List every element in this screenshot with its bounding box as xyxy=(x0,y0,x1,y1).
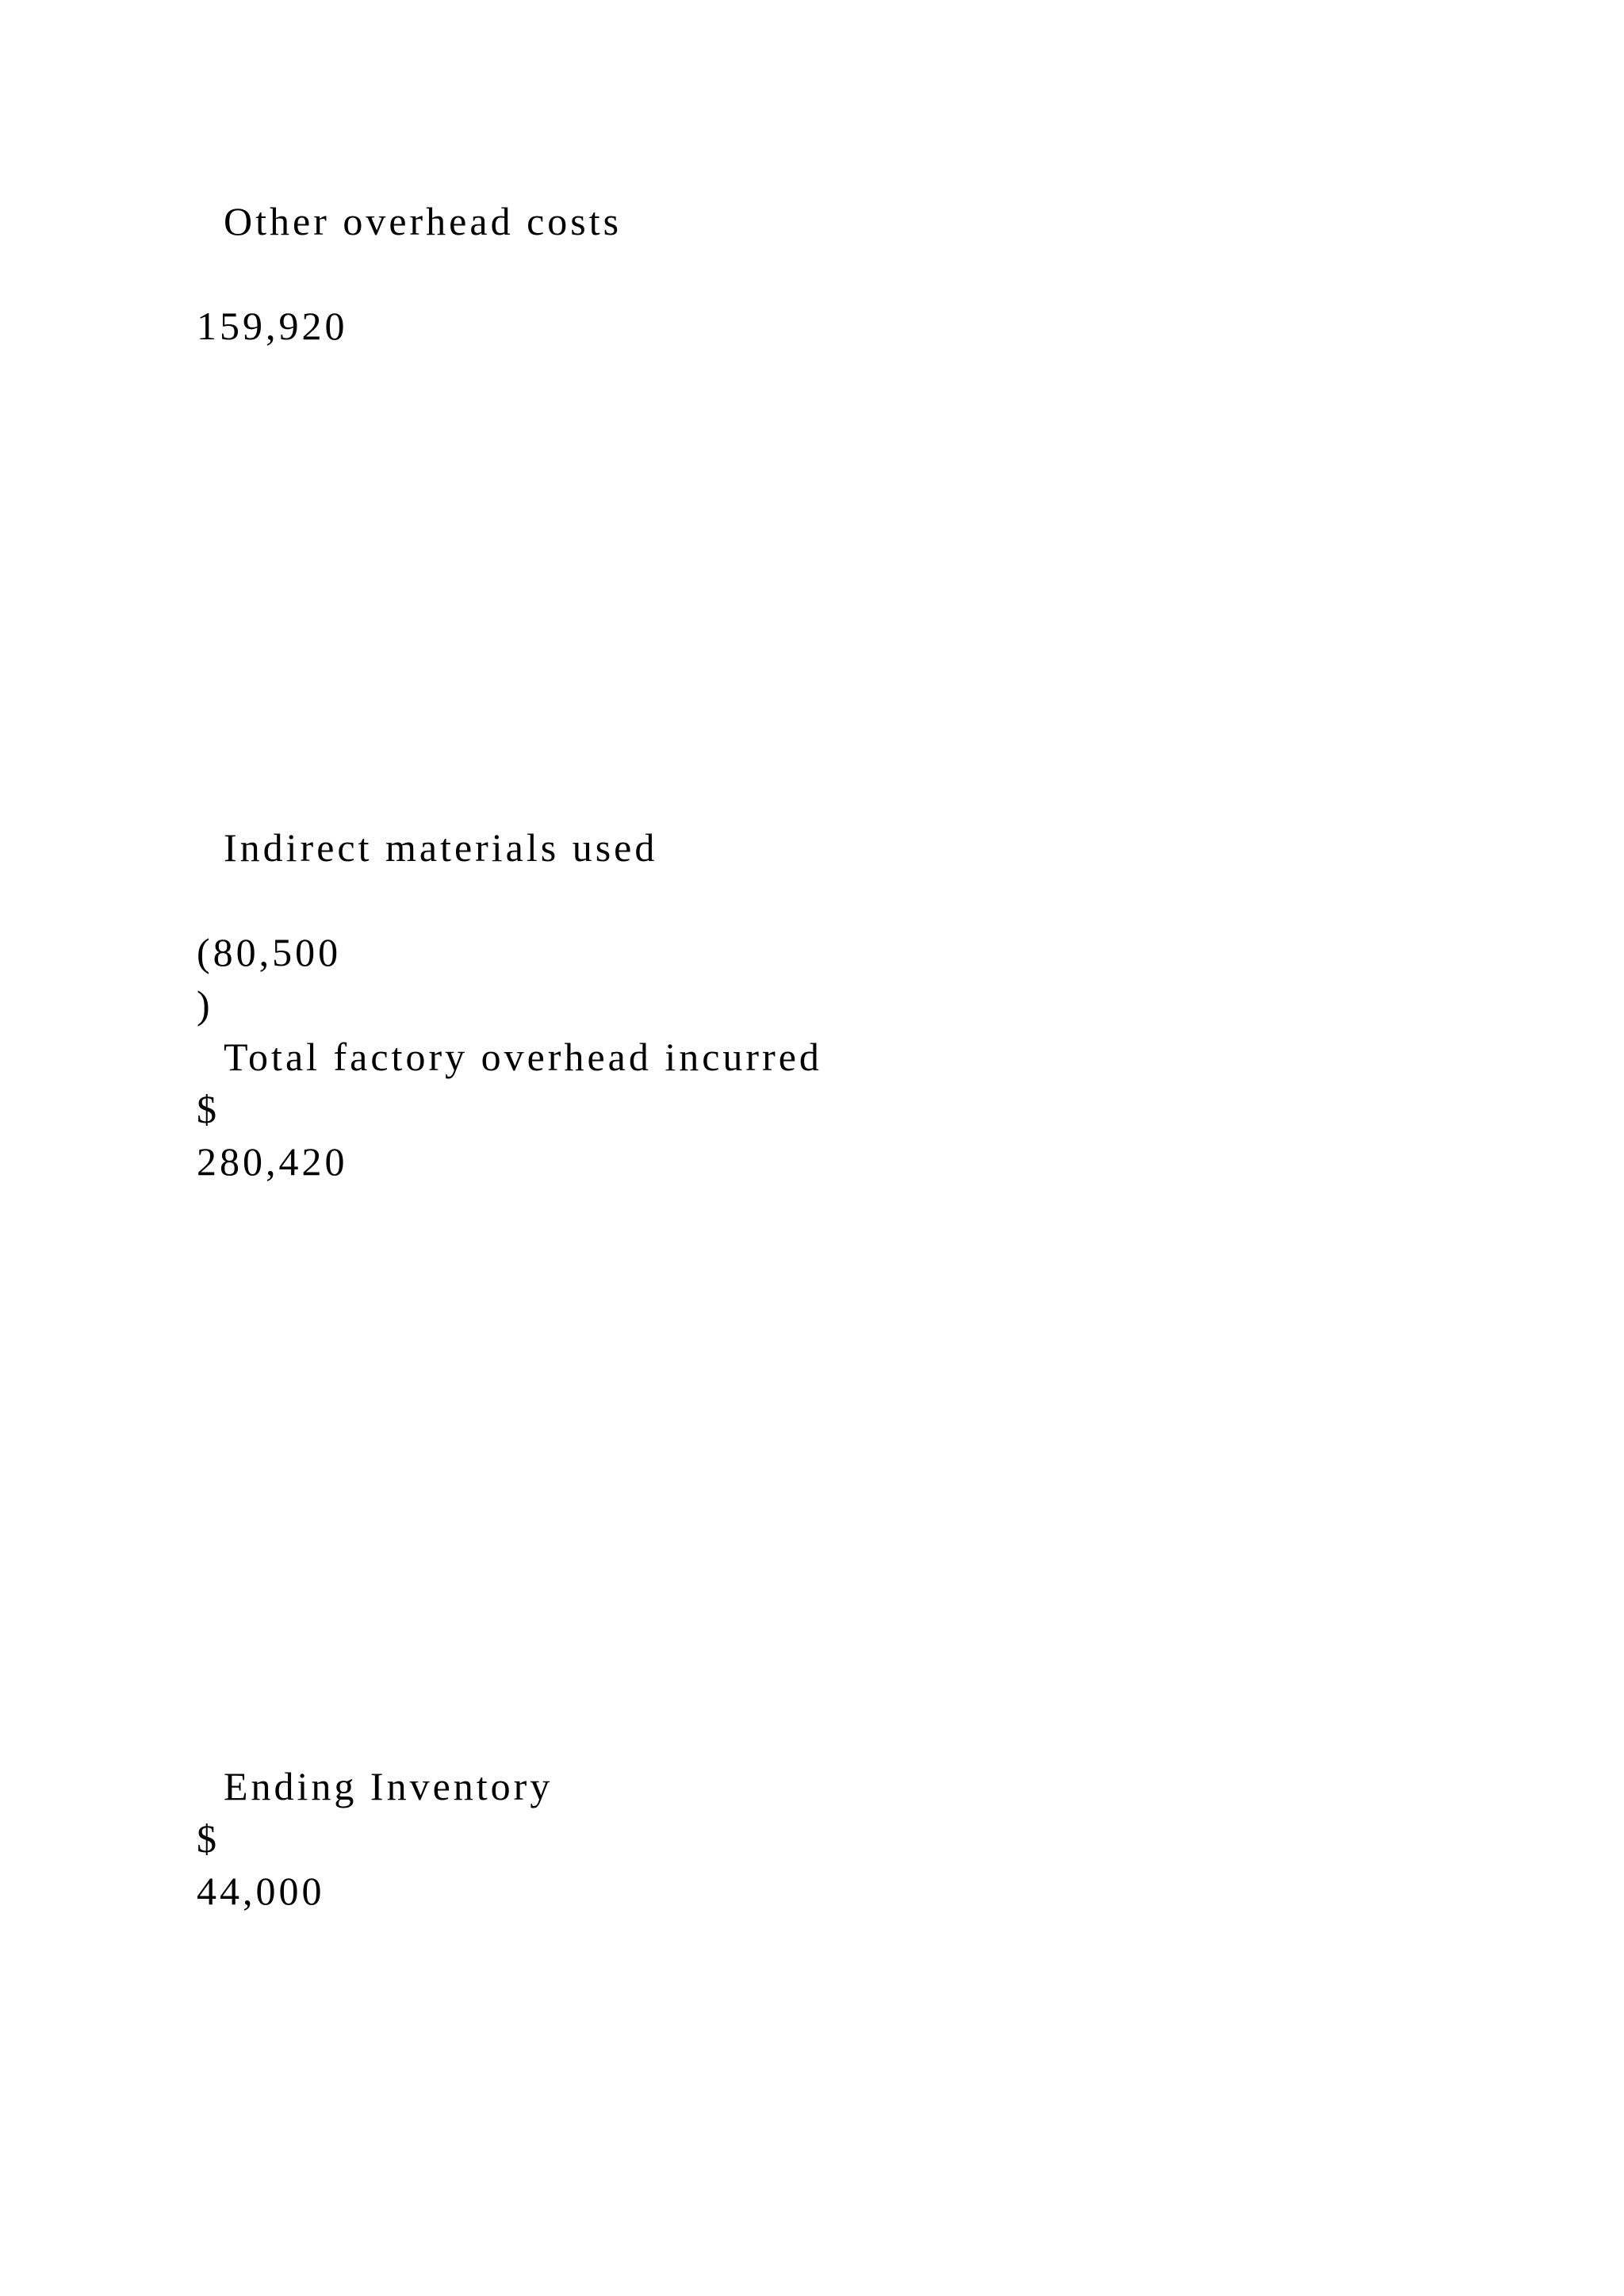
indirect-materials-used-label: Indirect materials used xyxy=(224,825,658,870)
total-factory-overhead-value: 280,420 xyxy=(197,1139,348,1184)
ending-inventory-value: 44,000 xyxy=(197,1869,325,1913)
ending-inventory-label: Ending Inventory xyxy=(224,1764,553,1808)
indirect-materials-used-closing-paren: ) xyxy=(197,982,213,1027)
total-factory-overhead-currency: $ xyxy=(197,1087,220,1131)
ending-inventory-currency: $ xyxy=(197,1816,220,1861)
other-overhead-costs-value: 159,920 xyxy=(197,304,348,348)
other-overhead-costs-label: Other overhead costs xyxy=(224,199,622,243)
indirect-materials-used-value: (80,500 xyxy=(197,930,342,974)
total-factory-overhead-label: Total factory overhead incurred xyxy=(224,1035,822,1079)
